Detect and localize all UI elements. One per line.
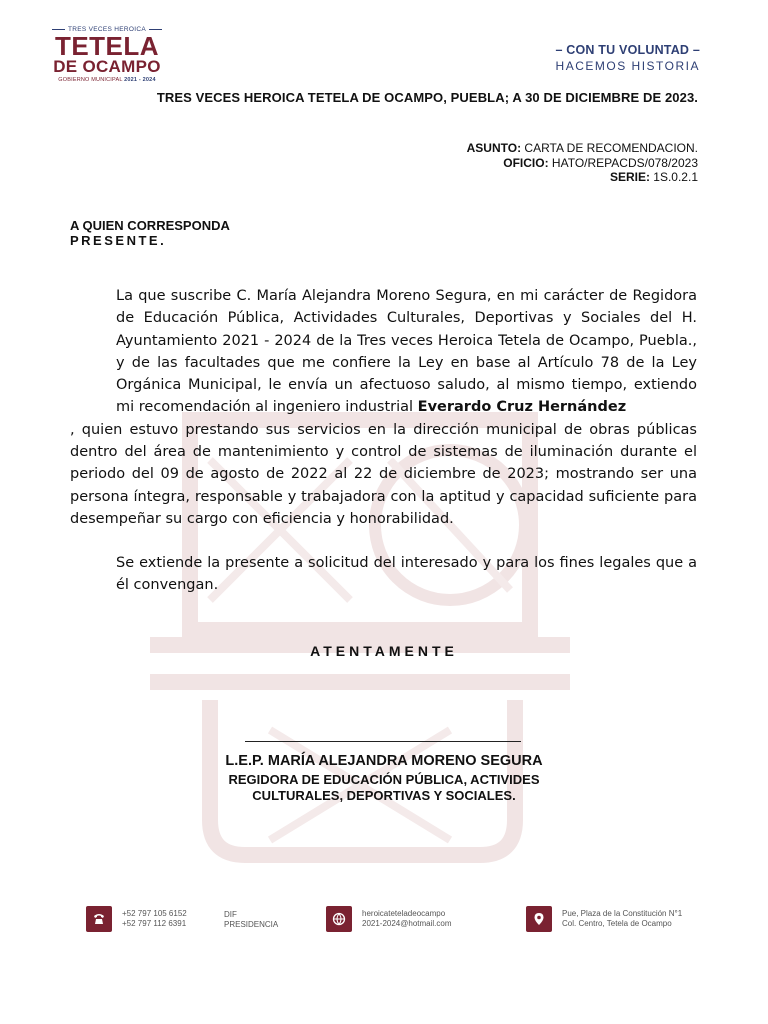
addressee-line2: PRESENTE. — [70, 233, 167, 248]
footer-dif: DIF PRESIDENCIA — [224, 910, 279, 929]
address-line-2: Col. Centro, Tetela de Ocampo — [562, 919, 672, 928]
logo-gov-text: GOBIERNO MUNICIPAL 2021 - 2024 — [58, 77, 156, 83]
footer-web — [326, 906, 452, 932]
slogan-logo — [555, 43, 700, 73]
globe-icon — [326, 906, 352, 932]
reference-block — [467, 141, 698, 185]
phone-icon — [86, 906, 112, 932]
oficio-line: OFICIO: HATO/REPACDS/078/2023 — [503, 155, 698, 170]
signer-name: L.E.P. MARÍA ALEJANDRA MORENO SEGURA — [225, 753, 543, 769]
body-p1-continuation: , quien estuvo prestando sus servicios en la dirección municipal de obras públicas dentro del área de mantenimiento y control de sistemas de iluminación durante el periodo del 09 de agosto de 2022 al 22 de diciembre de 2023; mostrando ser una persona íntegra, responsable y trabajadora con la aptitud y capacidad suficiente para desempeñar su cargo con eficiencia y honorabilidad. — [70, 421, 697, 527]
addressee-line1: A QUIEN CORRESPONDA — [70, 218, 230, 233]
body-paragraph-1 — [70, 285, 697, 530]
web-line-2: 2021-2024@hotmail.com — [362, 919, 452, 928]
logo-sub-text: DE OCAMPO — [53, 57, 161, 76]
footer-address — [526, 906, 682, 932]
date-line: TRES VECES HEROICA TETELA DE OCAMPO, PUEBLA; A 30 DE DICIEMBRE DE 2023. — [156, 90, 698, 105]
recommended-person-name: Everardo Cruz Hernández — [417, 399, 627, 416]
phone-number-2: +52 797 112 6391 — [122, 919, 187, 928]
location-pin-icon — [526, 906, 552, 932]
phone-number-1: +52 797 105 6152 — [122, 909, 187, 918]
footer-phone — [86, 906, 187, 932]
addressee — [70, 218, 230, 248]
address-line-1: Pue, Plaza de la Constitución N°1 — [562, 909, 683, 918]
body-p1-text: La que suscribe C. María Alejandra Moreno Segura, en mi carácter de Regidora de Educación Pública, Actividades Culturales, Deportivas y Sociales del H. Ayuntamiento 2021 - 2024 de la Tres veces Heroica Tetela de Ocampo, Puebla., y de las facultades que me confiere la Ley en base al Artículo 78 de la Ley Orgánica Municipal, le envía un afectuoso saludo, al mismo tiempo, extiendo mi recomendación al ingeniero industrial — [116, 288, 697, 416]
body-paragraph-2 — [70, 552, 697, 597]
municipal-logo — [52, 26, 162, 83]
slogan-line2: HACEMOS HISTORIA — [555, 59, 700, 73]
slogan-line1: – CON TU VOLUNTAD – — [555, 43, 700, 57]
serie-line: SERIE: 1S.0.2.1 — [609, 170, 698, 184]
signature-line — [245, 741, 521, 742]
logo-main-text: TETELA — [54, 31, 160, 61]
body-p2-text: Se extiende la presente a solicitud del interesado y para los fines legales que a él convengan. — [116, 555, 697, 594]
logo-top-text: TRES VECES HEROICA — [68, 26, 146, 33]
asunto-line: ASUNTO: CARTA DE RECOMENDACION. — [466, 141, 698, 155]
signer-role: REGIDORA DE EDUCACIÓN PÚBLICA, ACTIVIDES CULTURALES, DEPORTIVAS Y SOCIALES. — [228, 772, 540, 803]
web-line-1: heroicateteladeocampo — [362, 909, 446, 918]
closing-text: ATENTAMENTE — [310, 643, 458, 659]
